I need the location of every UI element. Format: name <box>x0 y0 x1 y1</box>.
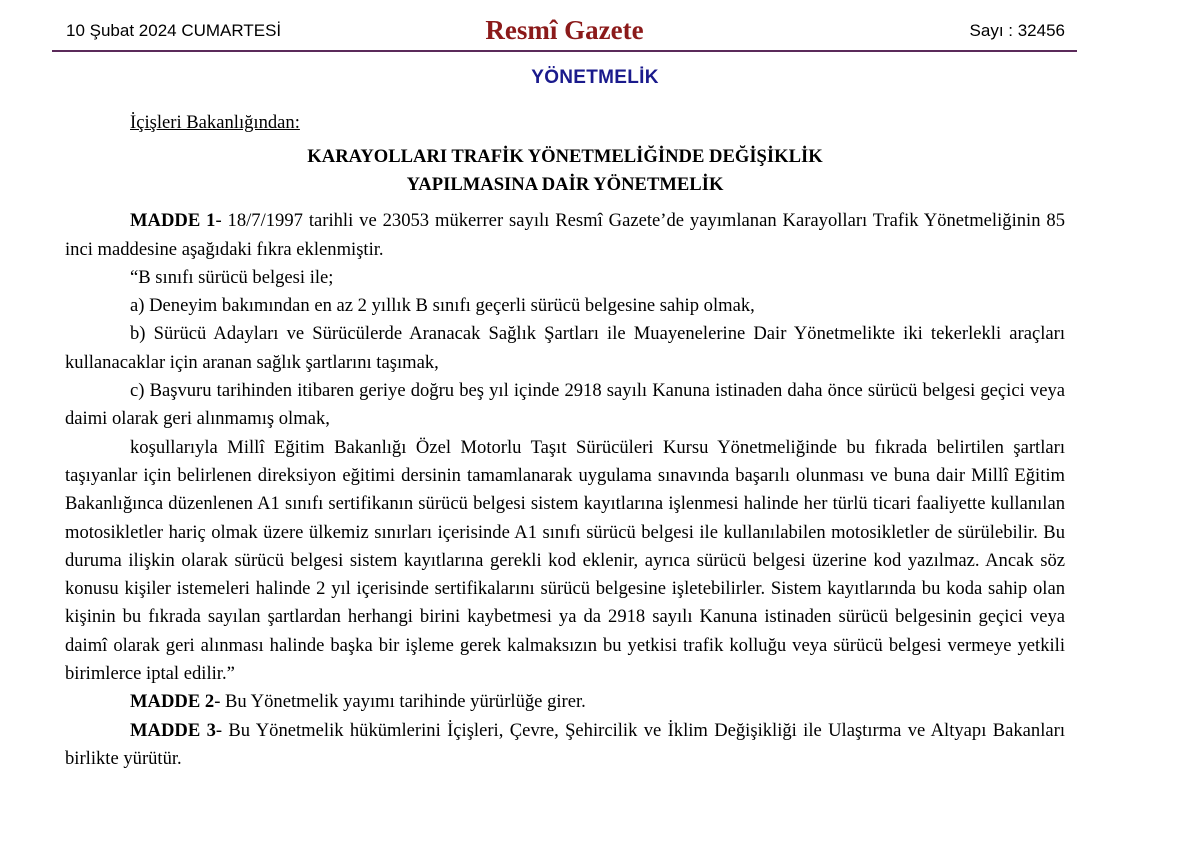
gazette-header <box>52 14 1077 52</box>
article-1 <box>65 207 1065 264</box>
item-c: c) Başvuru tarihinden itibaren geriye doğru beş yıl içinde 2918 sayılı Kanuna istinaden daha önce sürücü belgesi geçici veya daimi olarak geri alınmamış olmak, <box>65 380 1065 430</box>
article-1-text: - 18/7/1997 tarihli ve 23053 mükerrer sayılı Resmî Gazete’de yayımlanan Karayolları Trafik Yönetmeliğinin 85 inci maddesine aşağıdaki fıkra eklenmiştir. <box>65 210 1065 260</box>
issuing-authority: İçişleri Bakanlığından: <box>130 112 300 133</box>
publication-date: 10 Şubat 2024 CUMARTESİ <box>66 21 282 40</box>
regulation-title <box>65 143 1065 199</box>
quote-intro: “B sınıfı sürücü belgesi ile; <box>130 266 334 288</box>
conditions-paragraph: koşullarıyla Millî Eğitim Bakanlığı Özel Motorlu Taşıt Sürücüleri Kursu Yönetmeliğinde bu fıkrada belirtilen şartları taşıyanlar için belirlenen direksiyon eğitimi dersinin tamamlanarak uygulama sınavında başarılı olunması ve buna dair Millî Eğitim Bakanlığınca düzenlenen A1 sınıfı sertifikanın sürücü belgesi sistem kayıtlarına işlenmesi halinde her türlü ticari faaliyette kullanılan motosikletler hariç olmak üzere ülkemiz sınırları içerisinde A1 sınıfı sürücü belgesi ile kullanılabilen motosikletler de sürülebilir. Bu duruma ilişkin olarak sürücü belgesi sistem kayıtlarına gerekli kod eklenir, ayrıca sürücü belgesi üzerine kod yazılmaz. Ancak söz konusu kişiler istemeleri halinde 2 yıl içerisinde sertifikalarını sürücü belgesine işletebilirler. Sistem kayıtlarında bu koda sahip olan kişinin bu fıkrada sayılan şartlardan herhangi birini kaybetmesi ya da 2918 sayılı Kanuna istinaden sürücü belgesinin geçici veya daimî olarak geri alınması halinde başka bir işleme gerek kalmaksızın bu yetkisi trafik kolluğu veya sürücü belgesi vermeye yetkili birimlerce iptal edilir.” <box>65 436 1065 685</box>
regulation-title-line-2: YAPILMASINA DAİR YÖNETMELİK <box>406 174 724 196</box>
item-a: a) Deneyim bakımından en az 2 yıllık B sınıfı geçerli sürücü belgesine sahip olmak, <box>130 295 755 317</box>
article-2-text: - Bu Yönetmelik yayımı tarihinde yürürlüğe girer. <box>214 691 586 713</box>
article-3-label: MADDE 3 <box>130 719 216 741</box>
article-3 <box>65 717 1065 774</box>
article-3-text: - Bu Yönetmelik hükümlerini İçişleri, Çevre, Şehircilik ve İklim Değişikliği ile Ulaştırma ve Altyapı Bakanları birlikte yürütür. <box>65 719 1066 769</box>
section-type-heading: YÖNETMELİK <box>531 67 659 88</box>
article-2-label: MADDE 2 <box>130 691 215 713</box>
regulation-document <box>65 109 1065 773</box>
item-b: b) Sürücü Adayları ve Sürücülerde Aranacak Sağlık Şartları ile Muayenelerine Dair Yönetmelikte iki tekerlekli araçları kullanacaklar için aranan sağlık şartlarını taşımak, <box>65 323 1065 373</box>
regulation-title-line-1: KARAYOLLARI TRAFİK YÖNETMELİĞİNDE DEĞİŞİKLİK <box>307 146 823 168</box>
article-1-label: MADDE 1 <box>130 210 216 232</box>
gazette-title: Resmî Gazete <box>485 15 644 45</box>
issue-number: Sayı : 32456 <box>969 21 1065 40</box>
article-2 <box>65 688 1065 716</box>
